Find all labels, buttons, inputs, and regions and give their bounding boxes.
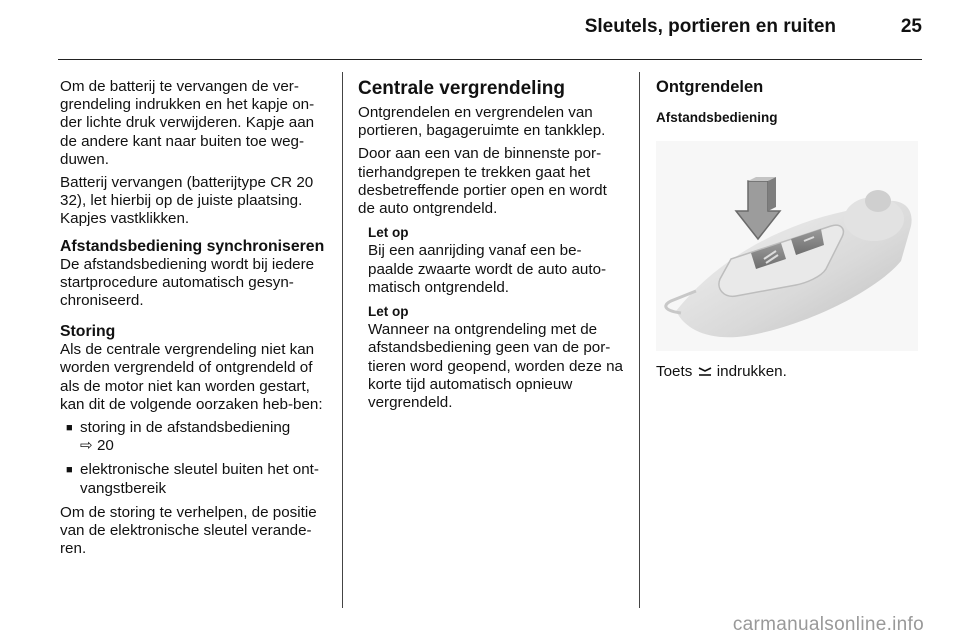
note-block bbox=[358, 303, 626, 412]
caption-before: Toets bbox=[656, 363, 693, 381]
unlock-key-icon bbox=[697, 366, 713, 378]
heading-storing: Storing bbox=[60, 323, 116, 341]
header-rule bbox=[58, 59, 922, 60]
page-reference-arrow-icon: ⇨ bbox=[80, 437, 93, 455]
caption bbox=[656, 363, 924, 381]
subheading-afstandsbediening: Afstandsbediening bbox=[656, 110, 778, 125]
note-title: Let op bbox=[368, 304, 409, 320]
intro-text: Ontgrendelen en vergrendelen van portieren, bagageruimte en tankklep. bbox=[358, 104, 606, 140]
bullet-text: elektronische sleutel buiten het ont-vangstbereik bbox=[80, 461, 319, 497]
page-reference-link[interactable]: 20 bbox=[96, 437, 114, 455]
bullet-text: storing in de afstandsbediening bbox=[80, 419, 291, 437]
column-divider-2 bbox=[639, 72, 640, 608]
column-3 bbox=[656, 78, 924, 381]
note-text: Bij een aanrijding vanaf een be-paalde zwaarte wordt de auto auto-matisch ontgrendeld. bbox=[368, 242, 607, 296]
door-handle-text: Door aan een van de binnenste por-tierhandgrepen te trekken gaat het desbetreffende portier open en wordt de auto ontgrendeld. bbox=[358, 145, 607, 218]
column-1 bbox=[60, 78, 327, 563]
battery-text: Om de batterij te vervangen de ver-grendeling indrukken en het kapje on-der lichte druk verwijderen. Kapje aan de andere kant naar buiten toe weg-duwen. bbox=[60, 78, 315, 168]
storing-text: Als de centrale vergrendeling niet kan worden vergrendeld of ontgrendeld of als de motor niet kan worden gestart, kan dit de volgende oorzaken heb-ben: bbox=[60, 341, 323, 413]
heading-centrale-vergrendeling: Centrale vergrendeling bbox=[358, 78, 565, 99]
bullet-square-icon: ■ bbox=[66, 464, 73, 477]
fix-text: Om de storing te verhelpen, de positie van de elektronische sleutel verande-ren. bbox=[60, 503, 317, 558]
caption-after: indrukken. bbox=[716, 363, 787, 381]
column-divider-1 bbox=[342, 72, 343, 608]
list-item bbox=[60, 461, 327, 497]
page-header-title: Sleutels, portieren en ruiten bbox=[584, 16, 836, 37]
sync-text: De afstandsbediening wordt bij iedere startprocedure automatisch gesyn-chroniseerd. bbox=[60, 255, 315, 310]
page-number: 25 bbox=[900, 16, 922, 37]
note-title: Let op bbox=[368, 225, 409, 241]
note-text: Wanneer na ontgrendeling met de afstandsbediening geen van de por-tieren word geopend, worden deze na korte tijd automatisch opnieuw vergrendeld. bbox=[368, 321, 623, 412]
column-2 bbox=[358, 78, 626, 417]
battery-replace-text: Batterij vervangen (batterijtype CR 20 32), let hierbij op de juiste plaatsing. Kapjes vastklikken. bbox=[60, 174, 314, 228]
heading-sync: Afstandsbediening synchroniseren bbox=[60, 237, 325, 255]
footer-watermark: carmanualsonline.info bbox=[732, 614, 924, 635]
list-item bbox=[60, 419, 327, 455]
remote-key-illustration bbox=[656, 141, 918, 351]
heading-ontgrendelen: Ontgrendelen bbox=[656, 78, 764, 96]
bullet-square-icon: ■ bbox=[66, 422, 73, 435]
note-block bbox=[358, 224, 626, 297]
